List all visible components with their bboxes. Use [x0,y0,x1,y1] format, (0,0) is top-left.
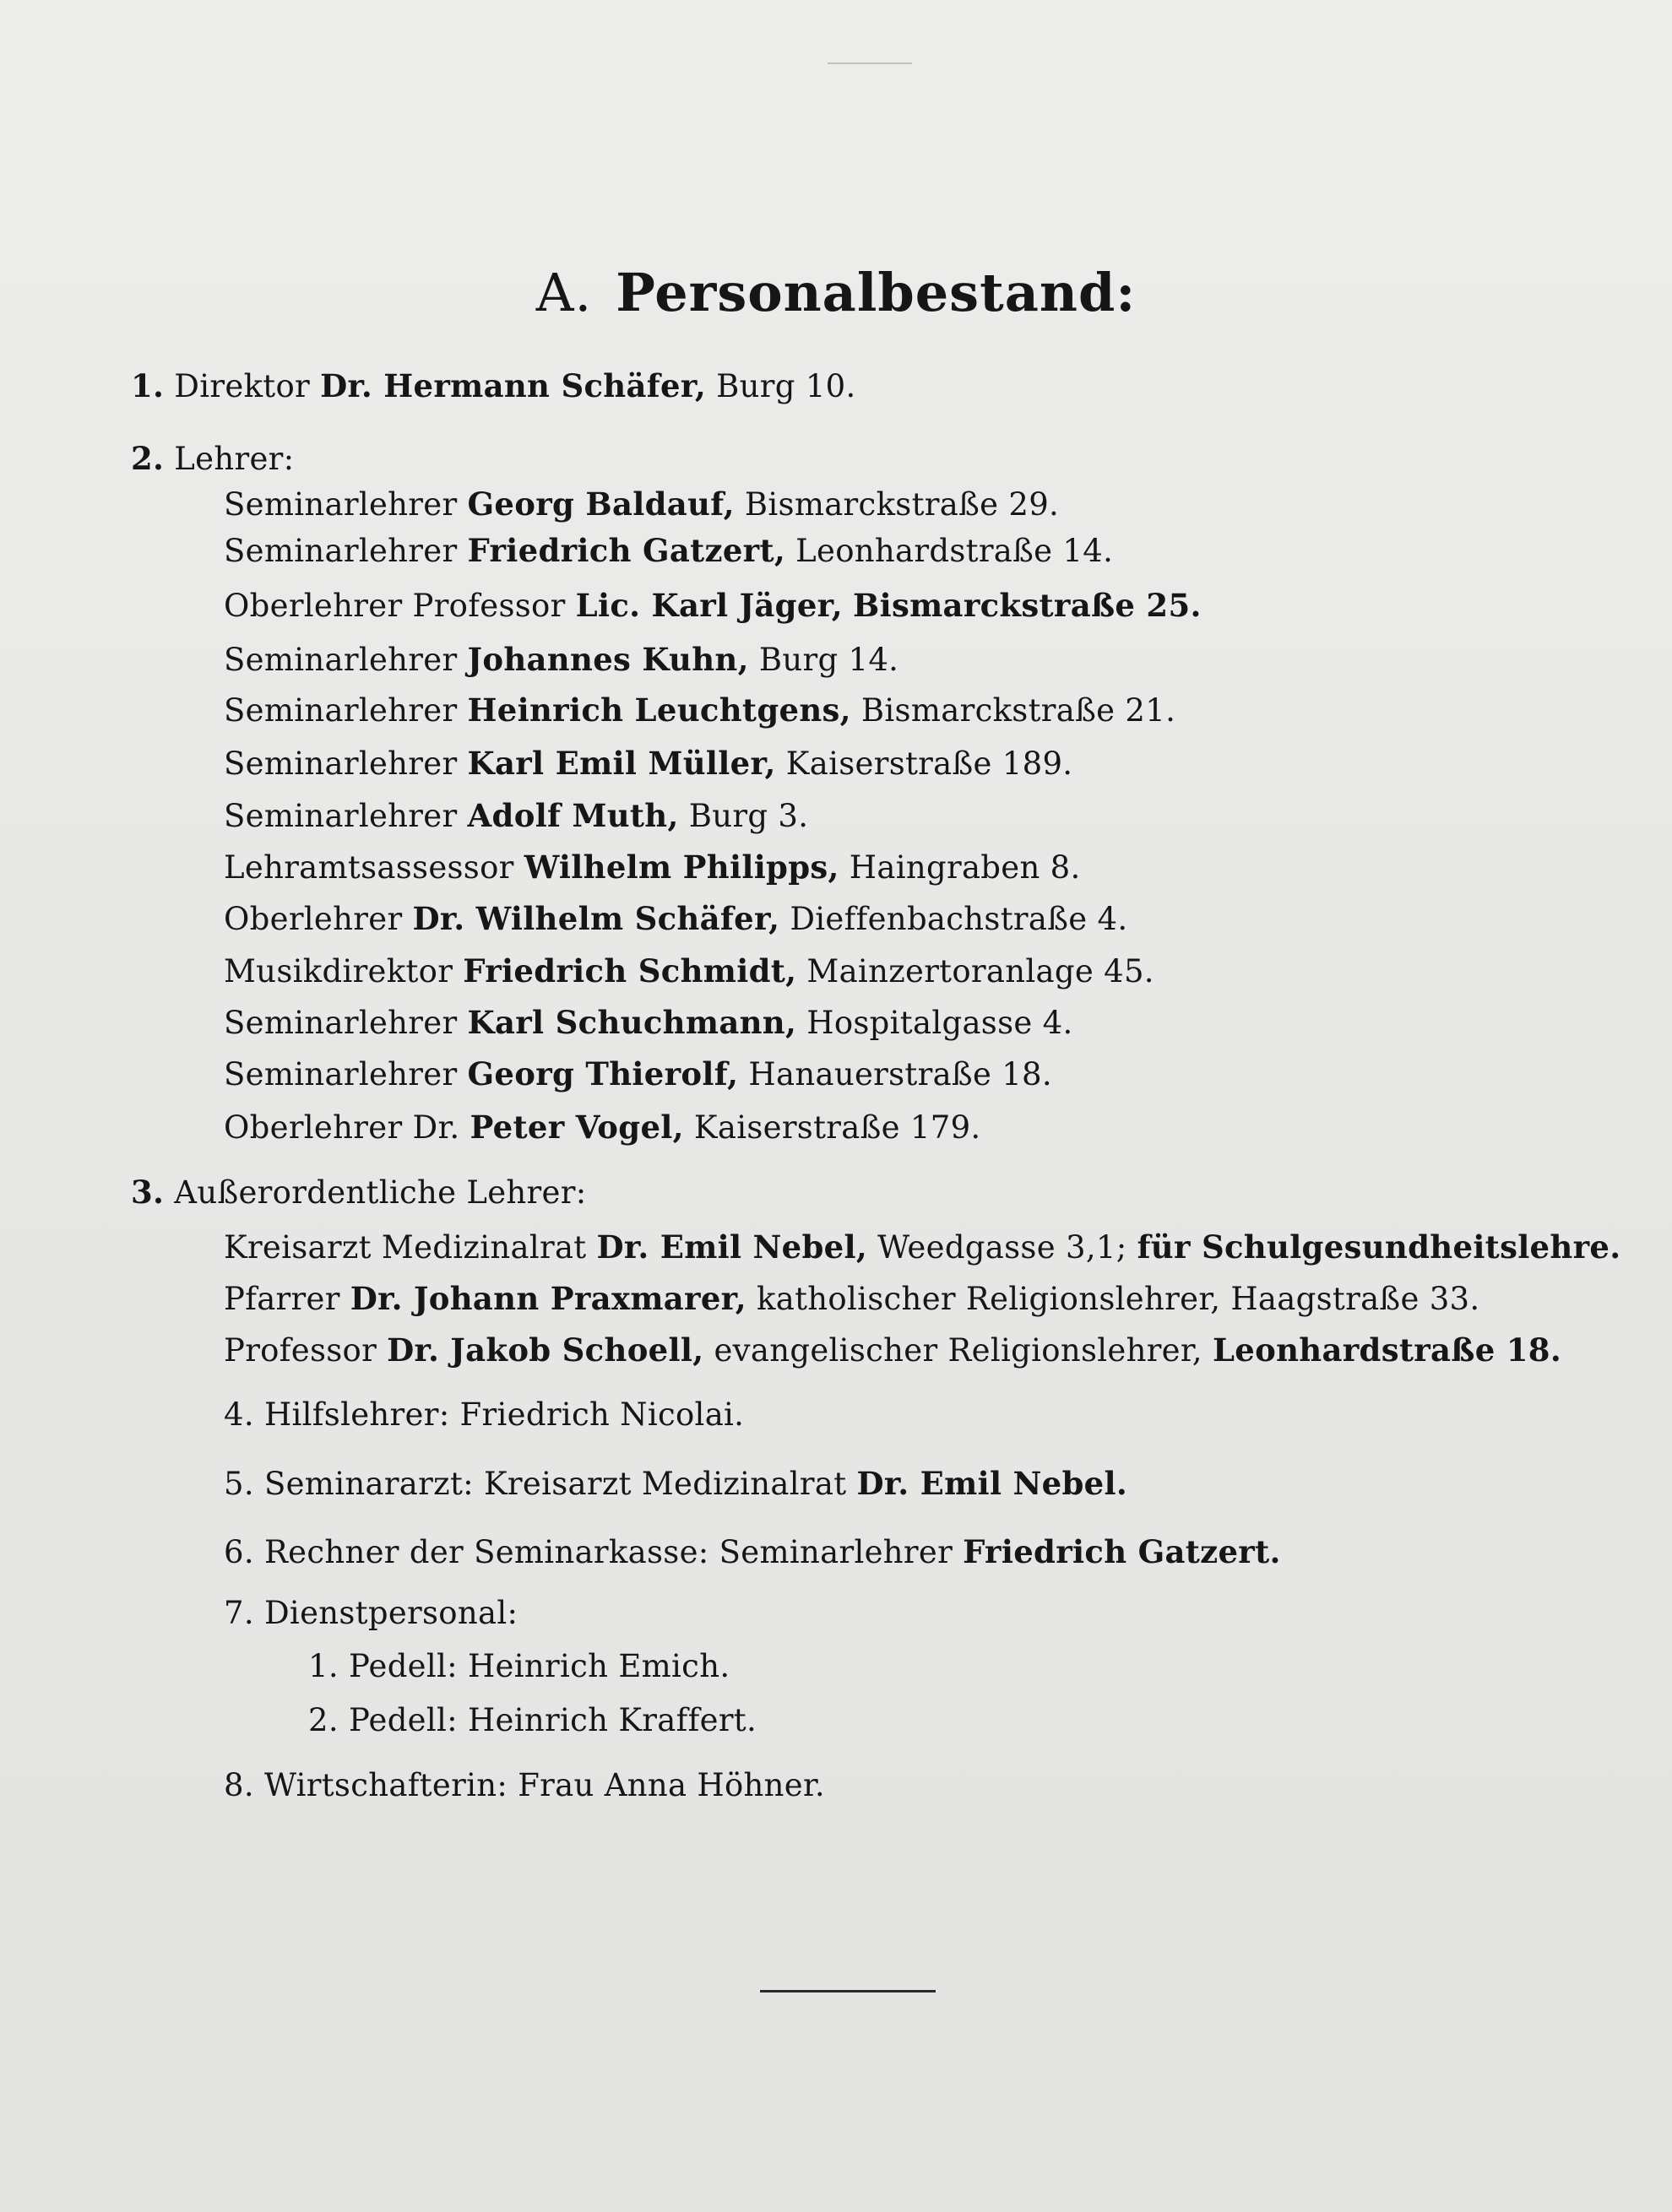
teacher-entry [224,584,1202,627]
teacher-entry [224,846,1081,889]
item-number: 4. [224,1396,254,1433]
housekeeper-name: Frau Anna Höhner. [518,1767,825,1803]
extraordinary-role: Professor [224,1332,377,1369]
teacher-entry [224,483,1059,526]
staff-entry [308,1700,757,1742]
teacher-entry [224,529,1113,572]
teacher-name: Friedrich Schmidt, [463,952,797,989]
teacher-name: Georg Thierolf, [467,1055,739,1092]
housekeeper-label: Wirtschafterin: [263,1767,508,1803]
teacher-role: Seminarlehrer [224,692,458,729]
staff-name: Heinrich Emich. [467,1648,730,1684]
extraordinary-note: für Schulgesundheitslehre. [1137,1228,1621,1266]
teacher-address: Leonhardstraße 14. [795,533,1114,569]
housekeeper-line [224,1765,825,1807]
teacher-address: Kaiserstraße 189. [785,745,1073,782]
staff-number: 2. [308,1702,339,1738]
extraordinary-entry [224,1277,1479,1320]
staff-entry [308,1645,730,1688]
doctor-name: Dr. Emil Nebel. [856,1465,1127,1502]
teacher-address: Bismarckstraße 25. [853,587,1202,624]
teacher-entry [224,897,1127,941]
teacher-address: Hanauerstraße 18. [748,1056,1052,1092]
accountant-line [224,1531,1281,1574]
doctor-line [224,1462,1127,1505]
teacher-address: Burg 14. [758,642,899,678]
item-number: 1. [131,367,165,404]
extraordinary-name: Dr. Jakob Schoell, [387,1331,704,1369]
item-number: 8. [224,1767,254,1803]
teacher-address: Dieffenbachstraße 4. [790,901,1128,937]
teacher-role: Seminarlehrer [224,1056,458,1092]
teacher-name: Heinrich Leuchtgens, [467,691,851,729]
extraordinary-entry [224,1226,1620,1269]
extraordinary-note: Leonhardstraße 18. [1212,1331,1562,1369]
teacher-role: Oberlehrer Dr. [224,1109,460,1146]
teacher-name: Wilhelm Philipps, [524,848,839,886]
section-divider [760,1990,936,1992]
teacher-role: Seminarlehrer [224,486,458,523]
extraordinary-heading [131,1171,587,1214]
teacher-role: Seminarlehrer [224,642,458,678]
teacher-address: Bismarckstraße 29. [744,486,1060,523]
extraordinary-name: Dr. Johann Praxmarer, [350,1280,746,1317]
teacher-entry [224,1053,1052,1096]
teacher-name: Georg Baldauf, [467,485,735,523]
teacher-name: Karl Schuchmann, [467,1004,797,1041]
staff-role: Pedell: [348,1702,458,1738]
doctor-role: Kreisarzt Medizinalrat [483,1466,847,1502]
item-number: 3. [131,1174,165,1211]
staff-number: 1. [308,1648,339,1684]
teacher-name: Karl Emil Müller, [467,745,776,782]
teacher-role: Lehramtsassessor [224,849,514,886]
extraordinary-name: Dr. Emil Nebel, [596,1228,868,1266]
teacher-name: Johannes Kuhn, [467,641,749,678]
teacher-name: Dr. Wilhelm Schäfer, [412,900,780,937]
teachers-label: Lehrer: [174,441,295,477]
item-number: 5. [224,1466,254,1502]
item-number: 6. [224,1534,254,1570]
extraordinary-address: evangelischer Religionslehrer, [714,1332,1202,1369]
page-edge-mark [828,62,912,64]
assistant-label: Hilfslehrer: [263,1396,450,1433]
accountant-role: Seminarlehrer [719,1534,953,1570]
staff-role: Pedell: [348,1648,458,1684]
extraordinary-label: Außerordentliche Lehrer: [174,1174,587,1211]
teacher-entry [224,1106,980,1149]
teacher-entry [224,689,1175,732]
staff-label: Dienstpersonal: [263,1595,518,1631]
teacher-address: Burg 3. [688,798,809,834]
director-role: Direktor [174,368,311,404]
teacher-entry [224,638,898,681]
teacher-name: Friedrich Gatzert, [467,532,786,569]
section-heading [0,262,1672,323]
teacher-entry [224,1001,1073,1044]
item-number: 7. [224,1595,254,1631]
assistant-name: Friedrich Nicolai. [459,1396,745,1433]
teacher-name: Adolf Muth, [467,797,679,834]
teacher-role: Seminarlehrer [224,1005,458,1041]
teacher-role: Seminarlehrer [224,533,458,569]
teacher-role: Seminarlehrer [224,798,458,834]
teacher-role: Oberlehrer [224,901,403,937]
staff-name: Heinrich Kraffert. [467,1702,757,1738]
teacher-address: Bismarckstraße 21. [860,692,1176,729]
section-title: Personalbestand: [616,262,1137,323]
teacher-entry [224,950,1154,993]
assistant-line [224,1394,744,1436]
extraordinary-address: katholischer Religionslehrer, [757,1281,1221,1317]
director-line [131,365,856,408]
extraordinary-address: Weedgasse 3,1; [877,1229,1127,1266]
accountant-label: Rechner der Seminarkasse: [263,1534,709,1570]
section-letter: A. [535,262,593,323]
teachers-heading [131,437,294,480]
teacher-role: Oberlehrer Professor [224,588,566,624]
teacher-role: Musikdirektor [224,953,453,989]
teacher-address: Kaiserstraße 179. [693,1109,981,1146]
teacher-address: Haingraben 8. [849,849,1081,886]
teacher-address: Mainzertoranlage 45. [806,953,1154,989]
director-name: Dr. Hermann Schäfer, [320,367,707,404]
teacher-entry [224,794,808,838]
extraordinary-role: Pfarrer [224,1281,340,1317]
teacher-name: Peter Vogel, [470,1109,684,1146]
doctor-label: Seminararzt: [263,1466,474,1502]
accountant-name: Friedrich Gatzert. [963,1533,1281,1570]
extraordinary-role: Kreisarzt Medizinalrat [224,1229,587,1266]
extraordinary-entry [224,1329,1561,1372]
director-address: Burg 10. [716,368,856,404]
teacher-entry [224,742,1072,785]
teacher-name: Lic. Karl Jäger, [575,587,843,624]
teacher-address: Hospitalgasse 4. [806,1005,1073,1041]
teacher-role: Seminarlehrer [224,745,458,782]
staff-heading [224,1592,518,1635]
item-number: 2. [131,440,165,477]
extraordinary-note: Haagstraße 33. [1230,1281,1480,1317]
